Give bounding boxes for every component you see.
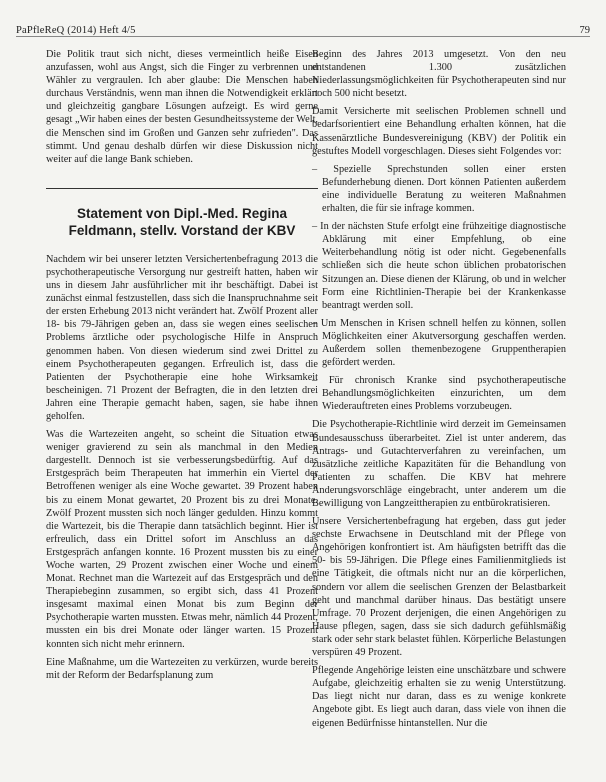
list-item: – Für chronisch Kranke sind psychotherapeutische Behandlungsmöglichkeiten einzurichten, um dem Wiederauftreten eines Problems vorzubeugen. — [312, 375, 566, 413]
list-item: – Um Menschen in Krisen schnell helfen zu können, sollen Möglichkeiten einer Akutversorgung geschaffen werden. Außerdem sollen themenbezogene Gruppentherapien gefördert werden. — [312, 317, 566, 369]
right-column — [312, 48, 566, 735]
body-paragraph: Unsere Versichertenbefragung hat ergeben, dass gut jeder sechste Erwachsene in Deutschland mit der Pflege von Angehörigen konfrontiert ist. Am häufigsten betrifft das die 50- bis 59-Jährigen. Die Pflege eines Familienmitglieds ist eine Tätigkeit, die oftmals nicht nur an die körperlichen, sondern vor allem die seelischen Grenzen der Belastbarkeit geht und manchmal darüber hinaus. Das bestätigt unsere Umfrage. 70 Prozent derjenigen, die einen Angehörigen zu Hause pflegen, sagen, dass sie sich dadurch gefühlsmäßig stark oder sehr stark belastet fühlen. Körperliche Belastungen verspüren 49 Prozent. — [312, 516, 566, 659]
body-paragraph: Eine Maßnahme, um die Wartezeiten zu verkürzen, wurde bereits mit der Reform der Bedarfsplanung zum — [46, 656, 318, 681]
list-item: – Spezielle Sprechstunden sollen einer ersten Befunderhebung dienen. Dort können Patienten außerdem eine individuelle Beratung zu weiteren Maßnahmen erhalten, die für sie infrage kommen. — [312, 163, 566, 215]
section-divider — [46, 188, 318, 189]
statement-heading: Statement von Dipl.-Med. Regina Feldmann, stellv. Vorstand der KBV — [68, 205, 296, 238]
left-column — [46, 48, 318, 687]
intro-paragraph: Die Politik traut sich nicht, dieses vermeintlich heiße Eisen anzufassen, wohl aus Angst, sich die Finger zu verbrennen und Wähler zu vergraulen. Ich aber glaube: Die Menschen haben durchaus Verständnis, wenn man ihnen die Notwendigkeit erklärt und gleichzeitig gangbare Lösungen aufzeigt. Es wird gerne gesagt „Wir haben eines der besten Gesundheitssysteme der Welt, die Menschen sind im Großen und Ganzen sehr zufrieden". Das stimmt. Und genau deshalb dürfen wir diese Diskussion nicht weiter auf die lange Bank schieben. — [46, 49, 318, 165]
body-paragraph: Nachdem wir bei unserer letzten Versichertenbefragung 2013 die psychotherapeutische Versorgung nur gestreift hatten, haben wir uns in diesem Jahr ausführlicher mit ihr beschäftigt. Dabei ist zunächst einmal festzustellen, dass sich die Inanspruchnahme seit der ersten Erhebung 2013 nicht verändert hat. Zwölf Prozent aller 18- bis 79-Jährigen geben an, dass sie wegen eines seelischen Problems ärztliche oder psychologische Hilfe in Anspruch genommen haben. Von diesen wiederum sind zwei Drittel zu einem Psychotherapeuten gegangen. Erfreulich ist, dass die Patienten der Psychotherapie eine hohe Wirksamkeit bescheinigen. 71 Prozent der Befragten, die in den letzten drei Jahren eine Therapie gemacht haben, sagen, sie habe ihnen geholfen. — [46, 253, 318, 422]
body-paragraph: Beginn des Jahres 2013 umgesetzt. Von den neu entstandenen 1.300 zusätzlichen Niederlassungsmöglichkeiten für Psychotherapeuten sind nur noch 500 nicht besetzt. — [312, 49, 566, 100]
list-item: – In der nächsten Stufe erfolgt eine frühzeitige diagnostische Abklärung mit einer Empfehlung, ob eine Weiterbehandlung nötig ist oder nicht. Gegebenenfalls schließen sich die heute schon üblichen probatorischen Sitzungen an. Diese dienen der Klärung, ob und in welcher Form eine Richtlinien-Therapie bei der Krankenkasse beantragt werden soll. — [312, 221, 566, 311]
body-paragraph: Die Psychotherapie-Richtlinie wird derzeit im Gemeinsamen Bundesausschuss überarbeitet. Ziel ist unter anderem, das Antrags- und Gutachterverfahren zu vereinfachen, um zusätzliche zeitliche Kapazitäten für die Behandlung von Patienten zu schaffen. Die KBV hat mehrere Änderungsvorschläge eingebracht, unter anderem um die Bewilligung von Langzeittherapien zu entbürokratisieren. — [312, 419, 566, 509]
page-number: 79 — [579, 25, 590, 36]
body-paragraph: Was die Wartezeiten angeht, so scheint die Situation etwas weniger gravierend zu sein als manchmal in den Medien dargestellt. Dennoch ist sie verbesserungsbedürftig. Auf das Erstgespräch beim Therapeuten hat immerhin ein Viertel der Betroffenen weniger als eine Woche gewartet. 39 Prozent haben bis zu einem Monat gewartet, 20 Prozent bis zu drei Monate. Zwölf Prozent mussten sich noch länger gedulden. Hinzu kommt die Wartezeit, bis die Therapie dann tatsächlich beginnt. Hier ist erfreulich, dass ein Drittel sofort im Anschluss an das Erstgespräch anfangen konnte. 16 Prozent mussten bis zu einer Woche warten, 29 Prozent zwischen einer Woche und einem Monat. Rechnet man die Wartezeit auf das Erstgespräch und den Therapiebeginn zusammen, so ergibt sich, dass 41 Prozent insgesamt maximal einen Monat bis zum Beginn der Psychotherapie warten mussten. Etwas mehr, nämlich 44 Prozent, mussten ein bis drei Monate oder länger warten. 15 Prozent konnten sich nicht mehr erinnern. — [46, 429, 318, 650]
body-paragraph: Damit Versicherte mit seelischen Problemen schnell und bedarfsorientiert eine Behandlung erhalten können, hat die Kassenärztliche Bundesvereinigung (KBV) der Politik ein gestuftes Modell vorgeschlagen. Dieses sieht Folgendes vor: — [312, 106, 566, 157]
page-header — [16, 14, 590, 37]
body-paragraph: Pflegende Angehörige leisten eine unschätzbare und schwere Aufgabe, gleichzeitig erhalten sie zu wenig Unterstützung. Das liegt nicht nur daran, dass es zu wenige konkrete Angebote gibt. Es liegt auch daran, dass viele von ihnen die eigenen Bedürfnisse hintanstellen. Nur die — [312, 665, 566, 729]
journal-citation: PaPfleReQ (2014) Heft 4/5 — [16, 25, 136, 36]
